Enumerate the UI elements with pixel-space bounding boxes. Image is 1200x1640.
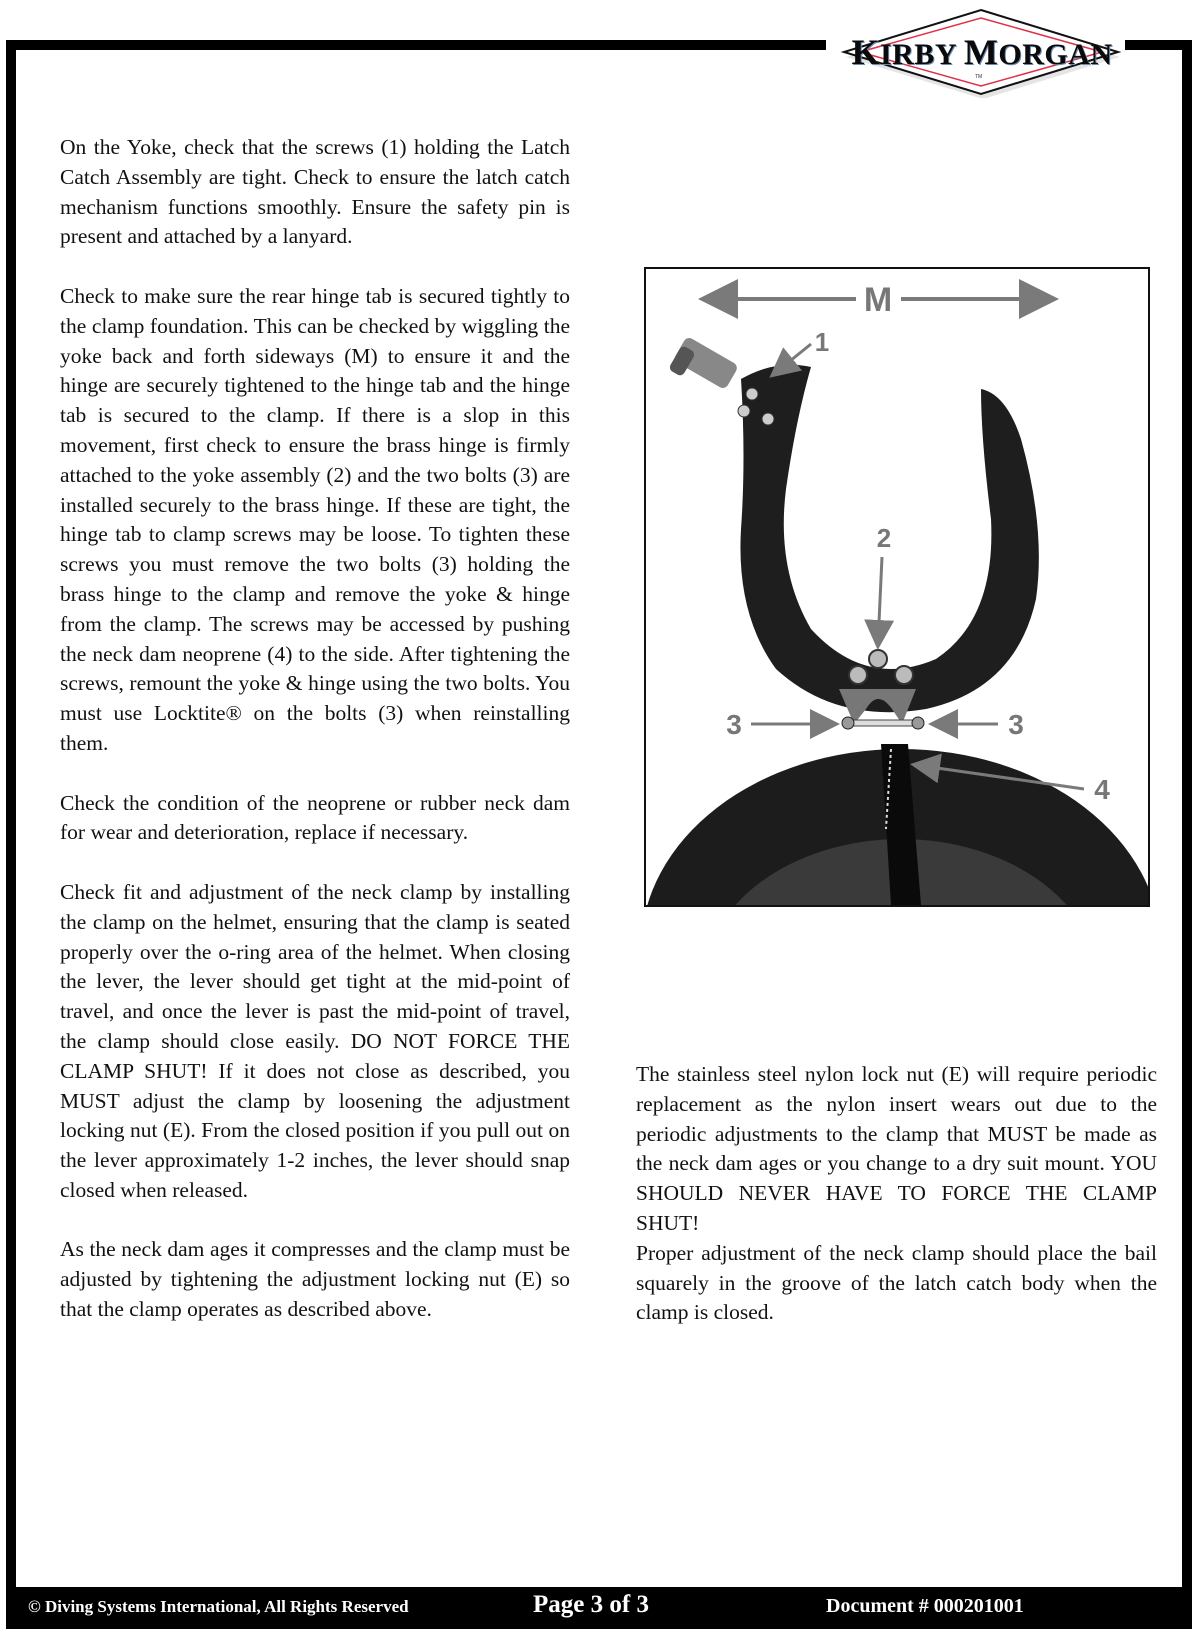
label-m: M (863, 281, 893, 319)
logo-word-organ: ORGAN (998, 38, 1113, 71)
left-text-column (60, 133, 570, 1325)
movement-arrow-m (706, 281, 1051, 319)
paragraph-lock-nut: The stainless steel nylon lock nut (E) will require periodic replacement as the nylon insert wears out due to the periodic adjustments to the clamp that MUST be made as the neck dam ages or you change to a dry suit mount. YOU SHOULD NEVER HAVE TO FORCE THE CLAMP SHUT! (636, 1062, 1157, 1235)
paragraph-proper-adjustment: Proper adjustment of the neck clamp should place the bail squarely in the groove of the latch catch body when the clamp is closed. (636, 1240, 1157, 1325)
page-border-left (6, 40, 16, 1595)
paragraph-neck-clamp-fit: Check fit and adjustment of the neck clamp by installing the clamp on the helmet, ensuring that the clamp is seated properly over the o-ring area of the helmet. When closing the lever, the lever should get tight at the mid-point of travel, and once the lever is past the mid-point of travel, the clamp should close easily. DO NOT FORCE THE CLAMP SHUT! If it does not close as described, you MUST adjust the clamp by loosening the adjustment locking nut (E). From the closed position if you pull out on the lever approximately 1-2 inches, the lever should snap closed when released. (60, 879, 570, 1202)
paragraph-yoke-screws: On the Yoke, check that the screws (1) holding the Latch Catch Assembly are tight. Check to ensure the latch catch mechanism functions smoothly. Ensure the safety pin is present and attached by a lanyard. (60, 135, 570, 249)
logo-wordmark (842, 31, 1122, 73)
label-2: 2 (876, 523, 892, 553)
callout-2 (877, 523, 891, 644)
paragraph-rear-hinge-tab: Check to make sure the rear hinge tab is secured tightly to the clamp foundation. This can be checked by wiggling the yoke back and forth sideways (M) to ensure it and the hinge are securely tightened to the hinge tab and the hinge tab is secured to the clamp. If there is a slop in this movement, first check to ensure the brass hinge is firmly attached to the yoke assembly (2) and the two bolts (3) are installed securely to the brass hinge. If these are tight, the hinge tab to clamp screws may be loose. To tighten these screws you must remove the two bolts (3) holding the brass hinge to the clamp and remove the yoke & hinge from the clamp. The screws may be accessed by pushing the neck dam neoprene (4) to the side. After tightening the screws, remount the yoke & hinge using the two bolts. You must use Locktite® on the bolts (3) when reinstalling them. (60, 283, 570, 755)
kirby-morgan-logo (836, 6, 1126, 98)
label-3-right: 3 (1008, 709, 1024, 740)
label-1: 1 (814, 327, 830, 357)
logo-trademark: TM (975, 74, 983, 80)
yoke-illustration (646, 269, 1148, 905)
logo-letter-k: K (851, 32, 880, 72)
right-text-column (636, 1060, 1157, 1328)
page-footer (6, 1587, 1192, 1629)
page-border-top-left (6, 40, 826, 50)
label-4: 4 (1094, 774, 1110, 805)
yoke-assembly-figure (644, 267, 1150, 907)
footer-copyright: © Diving Systems International, All Rights Reserved (28, 1597, 409, 1616)
label-3-left: 3 (726, 709, 742, 740)
footer-page-number: Page 3 of 3 (533, 1591, 649, 1618)
callout-3-right (934, 709, 1024, 740)
footer-document-number: Document # 000201001 (826, 1595, 1024, 1617)
callout-3-left (726, 709, 834, 740)
paragraph-neck-dam-condition: Check the condition of the neoprene or rubber neck dam for wear and deterioration, replace if necessary. (60, 790, 570, 845)
logo-letter-m: M (963, 32, 999, 72)
page-border-right (1182, 40, 1192, 1595)
logo-word-irby: IRBY (879, 38, 956, 71)
neck-dam-ring (646, 744, 1148, 905)
paragraph-neck-dam-aging: As the neck dam ages it compresses and the clamp must be adjusted by tightening the adjustment locking nut (E) so that the clamp operates as described above. (60, 1237, 570, 1322)
